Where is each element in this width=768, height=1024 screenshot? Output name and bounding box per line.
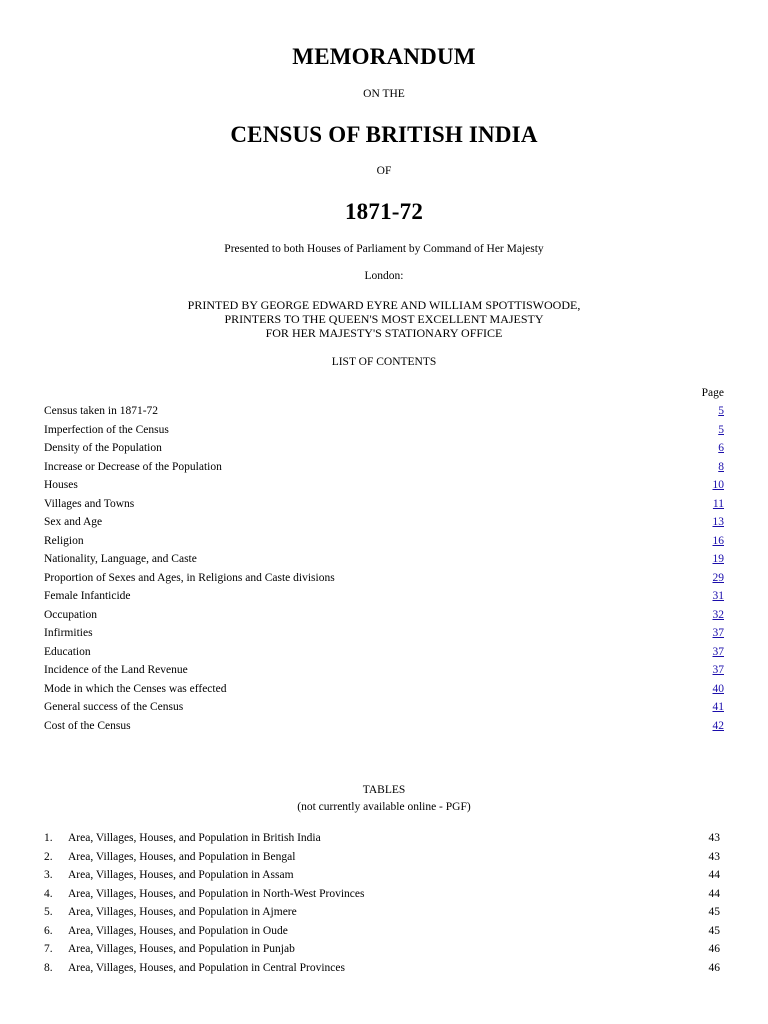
toc-entry <box>44 515 724 534</box>
table-entry-title: Area, Villages, Houses, and Population in Oude <box>68 924 288 937</box>
printer-line: FOR HER MAJESTY'S STATIONARY OFFICE <box>265 326 503 340</box>
toc-entry <box>44 663 724 682</box>
table-entry <box>44 868 720 887</box>
table-entry <box>44 831 720 850</box>
toc-page-link[interactable]: 5 <box>718 405 724 417</box>
toc-entry-title: Census taken in 1871-72 <box>44 405 159 417</box>
presented-statement: Presented to both Houses of Parliament by Command of Her Majesty <box>224 243 544 255</box>
toc-page-link[interactable]: 19 <box>712 553 724 565</box>
toc-page-link[interactable]: 37 <box>712 664 724 676</box>
tables-list <box>44 831 720 979</box>
toc-entry-title: Education <box>44 645 91 658</box>
table-entry-page: 46 <box>708 961 720 974</box>
table-entry-page: 44 <box>708 869 720 881</box>
toc-entry-title: Imperfection of the Census <box>44 423 169 436</box>
toc-page-column-heading: Page <box>701 387 724 399</box>
toc-page-link[interactable]: 37 <box>712 645 724 658</box>
table-entry-title: Area, Villages, Houses, and Population in North-West Provinces <box>68 887 365 900</box>
toc-entry <box>44 497 724 516</box>
on-the-label: ON THE <box>363 88 405 100</box>
toc-entry-title: Mode in which the Censes was effected <box>44 682 227 695</box>
table-entry-number: 1. <box>44 832 53 844</box>
toc-entry <box>44 589 724 608</box>
toc-entry-title: Occupation <box>44 608 98 621</box>
table-entry-number: 8. <box>44 961 53 974</box>
toc-entry-title: Villages and Towns <box>44 497 135 510</box>
of-label: OF <box>376 165 392 177</box>
table-entry-number: 7. <box>44 943 53 955</box>
table-entry-title: Area, Villages, Houses, and Population in Ajmere <box>68 906 297 918</box>
toc-entry <box>44 682 724 701</box>
toc-page-link[interactable]: 10 <box>712 479 724 491</box>
toc-page-link[interactable]: 5 <box>718 423 724 436</box>
toc-entry <box>44 478 724 497</box>
table-entry-title: Area, Villages, Houses, and Population in British India <box>68 832 321 844</box>
toc-entry <box>44 404 724 423</box>
table-entry-page: 45 <box>708 924 720 937</box>
table-entry <box>44 924 720 943</box>
toc-entry-title: Religion <box>44 534 84 547</box>
toc-page-link[interactable]: 40 <box>712 682 724 695</box>
toc-entry <box>44 571 724 590</box>
table-entry-number: 3. <box>44 869 53 881</box>
toc-page-link[interactable]: 37 <box>712 627 724 639</box>
contents-heading: LIST OF CONTENTS <box>331 356 437 368</box>
document-years: 1871-72 <box>344 199 424 224</box>
tables-heading: TABLES <box>362 784 406 796</box>
table-entry-number: 2. <box>44 850 53 863</box>
toc-entry <box>44 534 724 553</box>
table-entry-title: Area, Villages, Houses, and Population in Central Provinces <box>68 961 345 974</box>
toc-entry <box>44 700 724 719</box>
toc-entry-title: Houses <box>44 479 78 491</box>
table-entry <box>44 942 720 961</box>
toc-page-link[interactable]: 13 <box>712 516 724 528</box>
toc-entry <box>44 719 724 738</box>
table-entry-number: 6. <box>44 924 53 937</box>
toc-page-link[interactable]: 32 <box>712 608 724 621</box>
toc-entry-title: Female Infanticide <box>44 590 131 602</box>
toc-entry <box>44 645 724 664</box>
table-of-contents <box>44 404 724 737</box>
table-entry-page: 43 <box>708 832 720 844</box>
table-entry-page: 44 <box>708 887 720 900</box>
table-entry-number: 4. <box>44 887 53 900</box>
table-entry-page: 46 <box>708 943 720 955</box>
toc-entry <box>44 441 724 460</box>
toc-entry-title: Proportion of Sexes and Ages, in Religions and Caste divisions <box>44 571 335 584</box>
table-entry-number: 5. <box>44 906 53 918</box>
toc-page-link[interactable]: 8 <box>718 460 724 473</box>
tables-note: (not currently available online - PGF) <box>297 801 471 813</box>
document-subject: CENSUS OF BRITISH INDIA <box>230 122 538 147</box>
table-entry-title: Area, Villages, Houses, and Population in Bengal <box>68 850 296 863</box>
table-entry <box>44 961 720 980</box>
table-entry-title: Area, Villages, Houses, and Population in Assam <box>68 869 294 881</box>
toc-page-link[interactable]: 41 <box>712 701 724 713</box>
toc-entry <box>44 423 724 442</box>
toc-page-link[interactable]: 16 <box>712 534 724 547</box>
toc-entry-title: Sex and Age <box>44 516 103 528</box>
table-entry-title: Area, Villages, Houses, and Population in Punjab <box>68 943 295 955</box>
table-entry <box>44 850 720 869</box>
toc-page-link[interactable]: 31 <box>712 590 724 602</box>
table-entry <box>44 905 720 924</box>
toc-entry <box>44 460 724 479</box>
toc-page-link[interactable]: 42 <box>712 719 724 732</box>
table-entry-page: 43 <box>708 850 720 863</box>
toc-entry-title: General success of the Census <box>44 701 184 713</box>
toc-entry-title: Nationality, Language, and Caste <box>44 553 197 565</box>
toc-entry <box>44 626 724 645</box>
table-entry-page: 45 <box>708 906 720 918</box>
toc-page-link[interactable]: 11 <box>712 497 724 510</box>
document-title: MEMORANDUM <box>292 44 476 69</box>
toc-entry <box>44 608 724 627</box>
toc-page-link[interactable]: 29 <box>712 571 724 584</box>
toc-entry-title: Incidence of the Land Revenue <box>44 664 188 676</box>
toc-entry <box>44 552 724 571</box>
toc-entry-title: Cost of the Census <box>44 719 131 732</box>
printer-line: PRINTERS TO THE QUEEN'S MOST EXCELLENT MAJESTY <box>224 312 544 326</box>
toc-page-link[interactable]: 6 <box>718 442 724 454</box>
toc-entry-title: Density of the Population <box>44 442 162 454</box>
table-entry <box>44 887 720 906</box>
toc-entry-title: Infirmities <box>44 627 93 639</box>
printer-line: PRINTED BY GEORGE EDWARD EYRE AND WILLIAM SPOTTISWOODE, <box>187 298 581 312</box>
printer-statement <box>0 298 768 340</box>
place-of-publication: London: <box>364 270 404 282</box>
toc-entry-title: Increase or Decrease of the Population <box>44 460 222 473</box>
